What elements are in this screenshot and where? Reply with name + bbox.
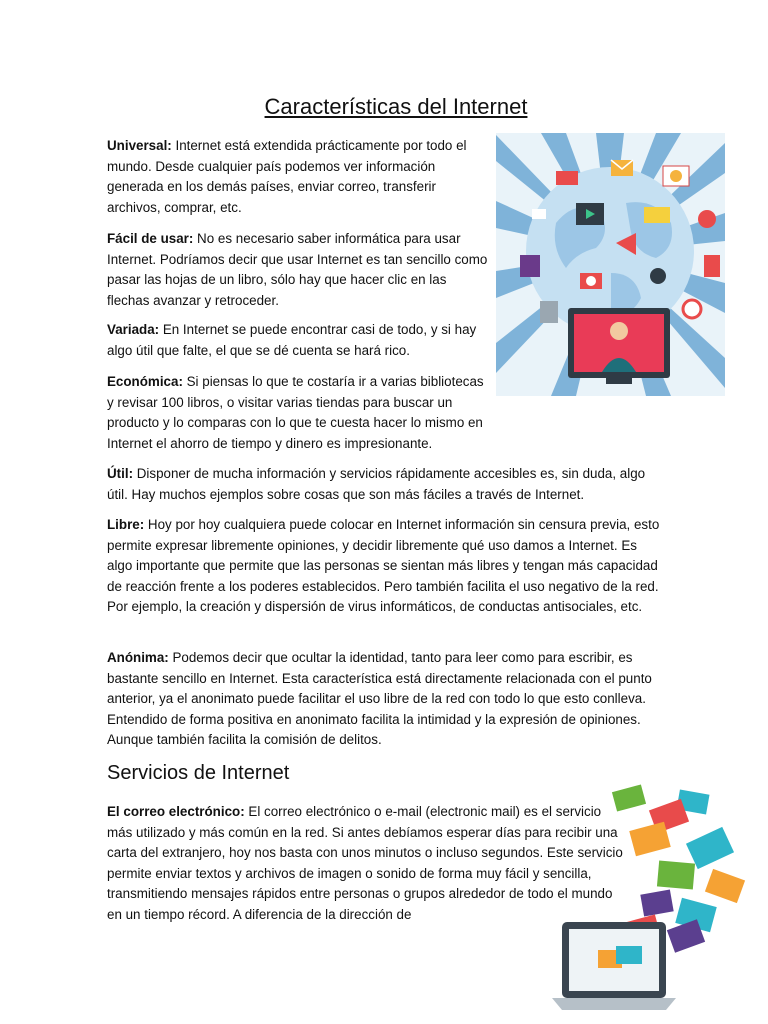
cart-icon [556, 171, 578, 185]
money-icon [644, 207, 670, 223]
paragraph-variada: Variada: En Internet se puede encontrar casi de todo, y si hay algo útil que falte, el que se dé cuenta se hará rico. [107, 322, 477, 358]
headphones-icon [698, 210, 716, 228]
paragraph-anonima: Anónima: Podemos decir que ocultar la identidad, tanto para leer como para escribir, es bastante sencillo en Internet. Esta característica está directamente relacionada con el punto anterior, ya el anonimato puede facilitar el uso libre de la red con todo lo que esto conlleva. Entendido de forma positiva en anonimato facilita la intimidad y la expresión de opiniones. Aunque también facilita la comisión de delitos. [107, 650, 652, 748]
email-laptop-illustration [548, 782, 768, 1024]
paragraph-libre: Libre: Hoy por hoy cualquiera puede colocar en Internet información sin censura previa, esto permite expresar libremente opiniones, y decidir libremente qué uso damos a Internet. Es algo importante que permite que las personas se sientan más libres y tengan más capacidad de reacción frente a los poderes establecidos. Pero también facilita el uso negativo de la red. Por ejemplo, la creación y dispersión de virus informáticos, de conductas antisociales, etc. [107, 517, 660, 615]
app-icon [520, 255, 540, 277]
paragraph-economica: Económica: Si piensas lo que te costaría ir a varias bibliotecas y revisar 100 libros, o visitar varias tiendas para buscar un producto y lo comparas con lo que te cuesta hacer lo mismo en Internet el ahorro de tiempo y dinero es impresionante. [107, 374, 484, 451]
calculator-icon [540, 301, 558, 323]
book-icon [704, 255, 720, 277]
magnifier-icon [683, 300, 701, 318]
paragraph-facil: Fácil de usar: No es necesario saber informática para usar Internet. Podríamos decir que usar Internet es tan sencillo como pasar las hojas de un libro, sólo hay que hacer clic en las flechas avanzar y retroceder. [107, 231, 488, 308]
internet-illustration [496, 133, 725, 396]
chat-icon [532, 209, 546, 219]
laptop-icon [552, 922, 676, 1010]
paragraph-universal: Universal: Internet está extendida prácticamente por todo el mundo. Desde cualquier país podemos ver información generada en los demás países, enviar correo, transferir archivos, comprar, etc. [107, 138, 467, 215]
paragraph-util: Útil: Disponer de mucha información y servicios rápidamente accesibles es, sin duda, algo útil. Hay muchos ejemplos sobre cosas que son más fáciles a través de Internet. [107, 466, 646, 502]
section-heading: Servicios de Internet [107, 762, 290, 784]
page-title: Características del Internet [264, 94, 528, 119]
paragraph-correo: El correo electrónico: El correo electrónico o e-mail (electronic mail) es el servicio más utilizado y más común en la red. Si antes debíamos esperar días para recibir una carta del extranjero, hoy nos basta con unos minutos o incluso segundos. Este servicio permite enviar textos y archivos de imagen o sonido de forma muy fácil y sencilla, transmitiendo mensajes rápidos entre personas o grupos alrededor de todo el mundo en un tiempo récord. A diferencia de la dirección de [107, 804, 623, 922]
webcam-icon [650, 268, 666, 284]
